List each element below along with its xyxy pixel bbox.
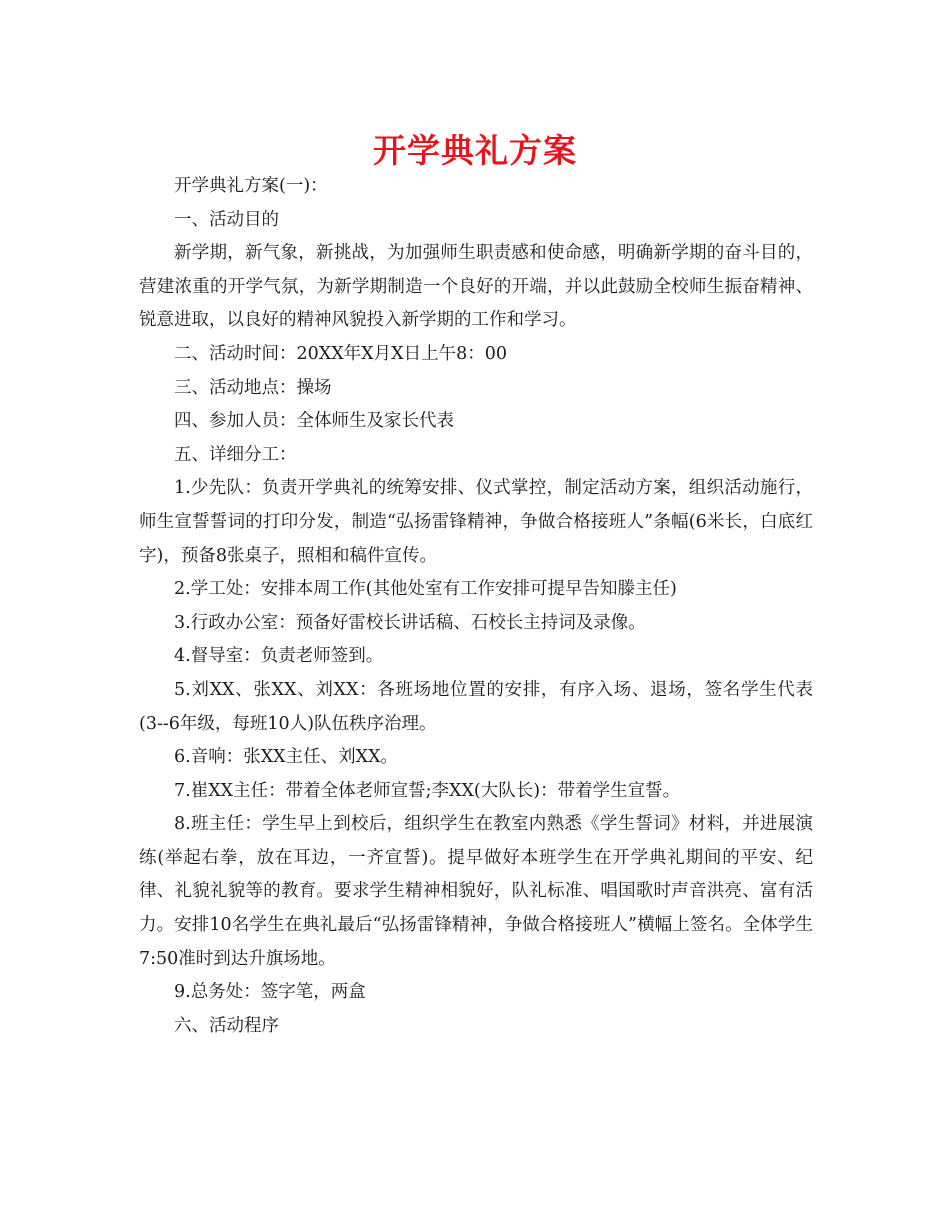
document-title: 开学典礼方案 bbox=[373, 131, 577, 170]
paragraph-heading-plan-one: 开学典礼方案(一)： bbox=[174, 176, 328, 196]
list-item-admin-office: 3.行政办公室：预备好雷校长讲话稿、石校长主持词及录像。 bbox=[174, 612, 646, 633]
section-heading-location: 三、活动地点：操场 bbox=[174, 377, 332, 398]
list-item-class-teachers: 8.班主任：学生早上到校后，组织学生在教室内熟悉《学生誓词》材料，并进展演练(举起右拳，放在耳边，一齐宣誓)。提早做好本班学生在开学典礼期间的平安、纪律、礼貌礼貌等的教育。要求学生精神相貌好，队礼标准、唱国歌时声音洪亮、富有活力。安排10名学生在典礼最后“弘扬雷锋精神，争做合格接班人”横幅上签名。全体学生7:50准时到达升旗场地。 bbox=[139, 814, 813, 969]
section-heading-division: 五、详细分工： bbox=[174, 444, 297, 465]
section-heading-time: 二、活动时间：20XX年X月X日上午8：00 bbox=[174, 343, 508, 364]
list-item-young-pioneers: 1.少先队：负责开学典礼的统筹安排、仪式掌控，制定活动方案，组织活动施行，师生宣誓誓词的打印分发，制造“弘扬雷锋精神，争做合格接班人”条幅(6米长，白底红字)，预备8张桌子，照相和稿件宣传。 bbox=[139, 478, 813, 566]
section-heading-procedure: 六、活动程序 bbox=[174, 1015, 279, 1036]
section-heading-purpose: 一、活动目的 bbox=[174, 209, 279, 230]
section-heading-participants: 四、参加人员：全体师生及家长代表 bbox=[174, 411, 454, 432]
list-item-oath: 7.崔XX主任：带着全体老师宣誓;李XX(大队长)：带着学生宣誓。 bbox=[174, 780, 681, 801]
list-item-venue-arrangement: 5.刘XX、张XX、刘XX：各班场地位置的安排，有序入场、退场，签名学生代表(3--6年级，每班10人)队伍秩序治理。 bbox=[139, 679, 813, 734]
list-item-student-affairs: 2.学工处：安排本周工作(其他处室有工作安排可提早告知滕主任) bbox=[174, 579, 677, 600]
paragraph-purpose: 新学期，新气象，新挑战，为加强师生职责感和使命感，明确新学期的奋斗目的，营建浓重的开学气氛，为新学期制造一个良好的开端，并以此鼓励全校师生振奋精神、锐意进取，以良好的精神风貌投入新学期的工作和学习。 bbox=[139, 243, 813, 331]
list-item-supervision: 4.督导室：负责老师签到。 bbox=[174, 646, 384, 667]
document-body bbox=[139, 170, 813, 1043]
list-item-audio: 6.音响：张XX主任、刘XX。 bbox=[174, 747, 399, 768]
list-item-general-affairs: 9.总务处：签字笔，两盒 bbox=[174, 982, 366, 1003]
